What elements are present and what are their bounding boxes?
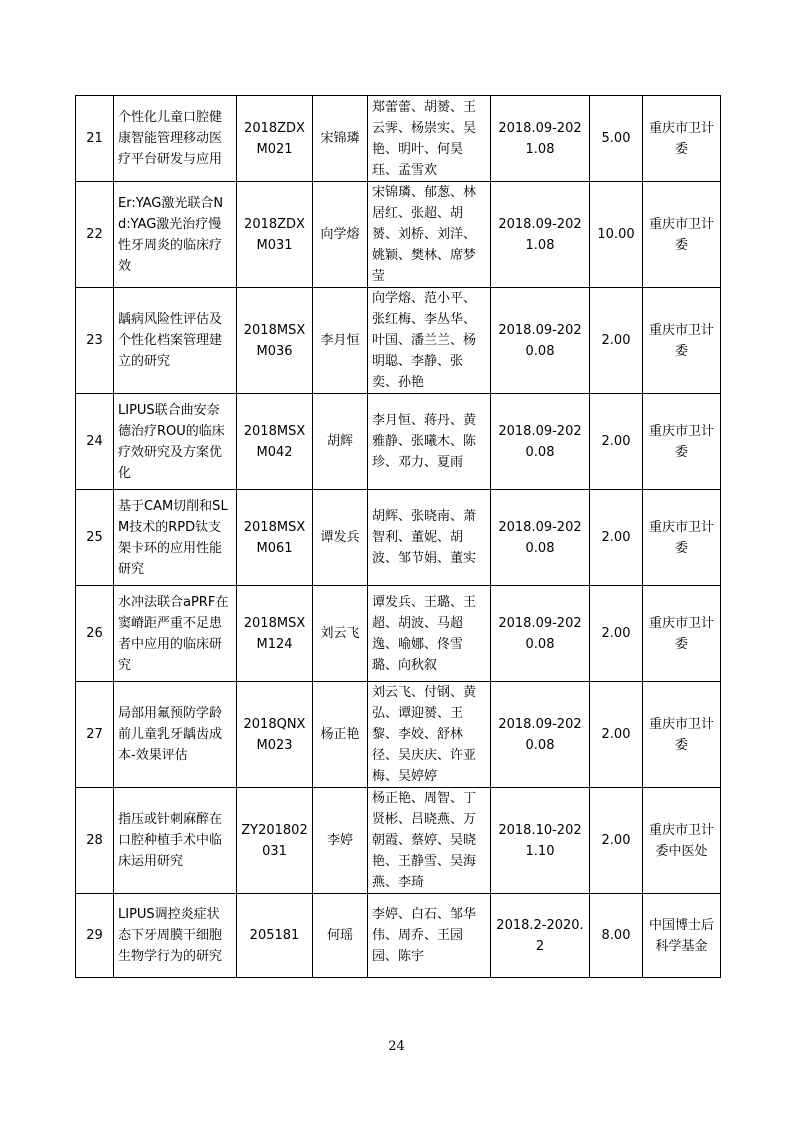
- project-funding: 2.00: [590, 288, 643, 394]
- table-row: [76, 96, 721, 182]
- table-row: [76, 394, 721, 490]
- project-code: 2018ZDXM031: [237, 182, 313, 288]
- project-period: 2018.09-2020.08: [491, 586, 590, 682]
- project-title: 指压或针刺麻醉在口腔种植手术中临床运用研究: [114, 788, 237, 894]
- table-row: [76, 894, 721, 978]
- table-row: [76, 682, 721, 788]
- project-members: 向学熔、范小平、张红梅、李丛华、叶国、潘兰兰、杨明聪、李静、张奕、孙艳: [368, 288, 491, 394]
- project-title: LIPUS调控炎症状态下牙周膜干细胞生物学行为的研究: [114, 894, 237, 978]
- projects-table: [75, 95, 721, 978]
- project-funding: 2.00: [590, 682, 643, 788]
- project-code: 2018QNXM023: [237, 682, 313, 788]
- project-code: 205181: [237, 894, 313, 978]
- project-source: 重庆市卫计委: [643, 586, 721, 682]
- project-members: 李婷、白石、邹华伟、周乔、王园园、陈宇: [368, 894, 491, 978]
- project-members: 刘云飞、付钢、黄弘、谭迎赟、王黎、李姣、舒林径、吴庆庆、许亚梅、吴婷婷: [368, 682, 491, 788]
- project-funding: 10.00: [590, 182, 643, 288]
- project-members: 李月恒、蒋丹、黄雅静、张曦木、陈珍、邓力、夏雨: [368, 394, 491, 490]
- project-funding: 2.00: [590, 394, 643, 490]
- project-title: 龋病风险性评估及个性化档案管理建立的研究: [114, 288, 237, 394]
- project-title: Er:YAG激光联合Nd:YAG激光治疗慢性牙周炎的临床疗效: [114, 182, 237, 288]
- project-leader: 谭发兵: [313, 490, 368, 586]
- project-leader: 李月恒: [313, 288, 368, 394]
- project-source: 重庆市卫计委: [643, 490, 721, 586]
- row-number: 25: [76, 490, 114, 586]
- table-body: [76, 96, 721, 978]
- project-funding: 2.00: [590, 586, 643, 682]
- project-period: 2018.09-2020.08: [491, 490, 590, 586]
- project-code: ZY201802031: [237, 788, 313, 894]
- project-members: 郑蕾蕾、胡赟、王云霁、杨崇实、吴艳、明叶、何昊珏、孟雪欢: [368, 96, 491, 182]
- project-period: 2018.09-2021.08: [491, 182, 590, 288]
- project-funding: 5.00: [590, 96, 643, 182]
- project-members: 杨正艳、周智、丁贤彬、吕晓燕、万朝霞、蔡婷、吴晓艳、王静雪、吴海燕、李琦: [368, 788, 491, 894]
- project-period: 2018.09-2020.08: [491, 394, 590, 490]
- row-number: 27: [76, 682, 114, 788]
- project-source: 重庆市卫计委: [643, 96, 721, 182]
- table-row: [76, 288, 721, 394]
- project-leader: 何瑶: [313, 894, 368, 978]
- row-number: 24: [76, 394, 114, 490]
- project-members: 谭发兵、王璐、王超、胡波、马超逸、喻娜、佟雪璐、向秋叙: [368, 586, 491, 682]
- row-number: 29: [76, 894, 114, 978]
- project-funding: 2.00: [590, 788, 643, 894]
- project-source: 重庆市卫计委: [643, 288, 721, 394]
- table-row: [76, 586, 721, 682]
- project-source: 重庆市卫计委: [643, 682, 721, 788]
- row-number: 21: [76, 96, 114, 182]
- project-source: 重庆市卫计委: [643, 394, 721, 490]
- project-funding: 2.00: [590, 490, 643, 586]
- table-row: [76, 490, 721, 586]
- project-leader: 宋锦璘: [313, 96, 368, 182]
- project-period: 2018.09-2020.08: [491, 682, 590, 788]
- project-members: 宋锦璘、郁葱、林居红、张超、胡赟、刘桥、刘洋、姚颖、樊林、席梦莹: [368, 182, 491, 288]
- project-title: 个性化儿童口腔健康智能管理移动医疗平台研发与应用: [114, 96, 237, 182]
- project-source: 中国博士后科学基金: [643, 894, 721, 978]
- project-period: 2018.2-2020.2: [491, 894, 590, 978]
- project-source: 重庆市卫计委: [643, 182, 721, 288]
- project-title: 水冲法联合aPRF在窦嵴距严重不足患者中应用的临床研究: [114, 586, 237, 682]
- project-title: LIPUS联合曲安奈德治疗ROU的临床疗效研究及方案优化: [114, 394, 237, 490]
- page-number: 24: [388, 1039, 405, 1054]
- project-code: 2018MSXM042: [237, 394, 313, 490]
- table-row: [76, 182, 721, 288]
- project-period: 2018.09-2020.08: [491, 288, 590, 394]
- project-leader: 向学熔: [313, 182, 368, 288]
- project-code: 2018MSXM061: [237, 490, 313, 586]
- project-leader: 杨正艳: [313, 682, 368, 788]
- row-number: 28: [76, 788, 114, 894]
- project-code: 2018MSXM036: [237, 288, 313, 394]
- row-number: 26: [76, 586, 114, 682]
- row-number: 22: [76, 182, 114, 288]
- project-leader: 李婷: [313, 788, 368, 894]
- project-code: 2018MSXM124: [237, 586, 313, 682]
- project-members: 胡辉、张晓南、萧智利、董妮、胡波、邹节娟、董实: [368, 490, 491, 586]
- project-source: 重庆市卫计委中医处: [643, 788, 721, 894]
- project-period: 2018.09-2021.08: [491, 96, 590, 182]
- project-title: 局部用氟预防学龄前儿童乳牙龋齿成本-效果评估: [114, 682, 237, 788]
- project-leader: 胡辉: [313, 394, 368, 490]
- project-period: 2018.10-2021.10: [491, 788, 590, 894]
- row-number: 23: [76, 288, 114, 394]
- project-title: 基于CAM切削和SLM技术的RPD钛支架卡环的应用性能研究: [114, 490, 237, 586]
- project-leader: 刘云飞: [313, 586, 368, 682]
- project-code: 2018ZDXM021: [237, 96, 313, 182]
- table-row: [76, 788, 721, 894]
- project-funding: 8.00: [590, 894, 643, 978]
